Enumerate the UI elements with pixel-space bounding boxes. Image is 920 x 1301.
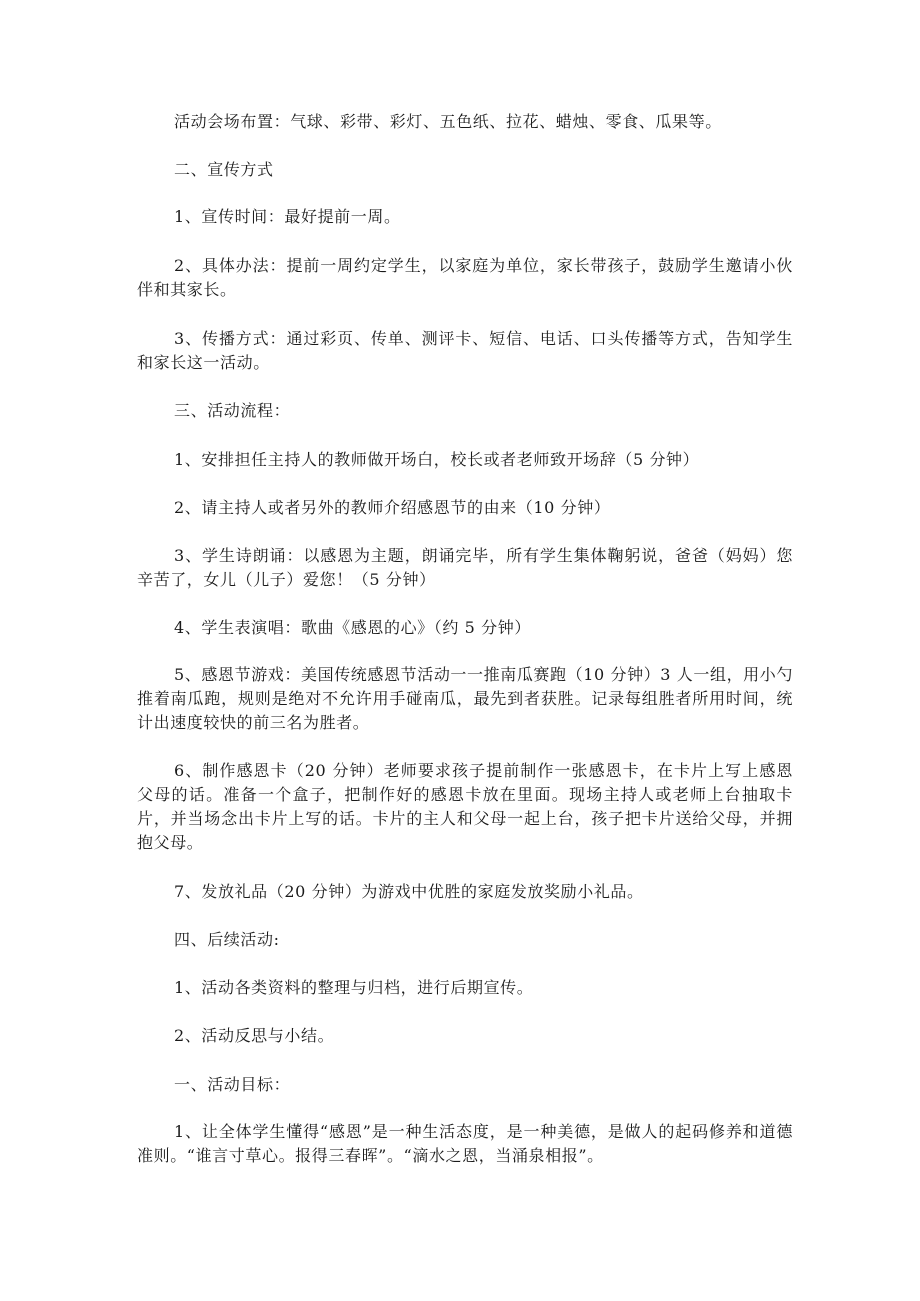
heading-activity-flow: 三、活动流程： — [174, 401, 291, 420]
heading-activity-goals: 一、活动目标： — [174, 1075, 291, 1094]
paragraph-flow-step-1: 1、安排担任主持人的教师做开场白，校长或者老师致开场辞（5 分钟） — [174, 450, 700, 469]
heading-publicity: 二、宣传方式 — [174, 160, 274, 179]
paragraph-follow-up-1: 1、活动各类资料的整理与归档，进行后期宣传。 — [174, 978, 534, 997]
paragraph-publicity-time: 1、宣传时间：最好提前一周。 — [174, 207, 401, 226]
paragraph-flow-step-6: 6、制作感恩卡（20 分钟）老师要求孩子提前制作一张感恩卡，在卡片上写上感恩父母的话。准备一个盒子，把制作好的感恩卡放在里面。现场主持人或老师上台抽取卡片，并当场念出卡片上写的话。卡片的主人和父母一起上台，孩子把卡片送给父母，并拥抱父母。 — [137, 761, 793, 852]
paragraph-publicity-method: 2、具体办法：提前一周约定学生，以家庭为单位，家长带孩子，鼓励学生邀请小伙伴和其家长。 — [137, 256, 793, 299]
paragraph-flow-step-7: 7、发放礼品（20 分钟）为游戏中优胜的家庭发放奖励小礼品。 — [174, 882, 644, 901]
paragraph-follow-up-2: 2、活动反思与小结。 — [174, 1026, 335, 1045]
heading-follow-up: 四、后续活动: — [174, 930, 280, 949]
paragraph-spread-method: 3、传播方式：通过彩页、传单、测评卡、短信、电话、口头传播等方式，告知学生和家长这一活动。 — [137, 329, 793, 372]
paragraph-flow-step-4: 4、学生表演唱：歌曲《感恩的心》（约 5 分钟） — [174, 618, 531, 637]
paragraph-flow-step-5: 5、感恩节游戏：美国传统感恩节活动一一推南瓜赛跑（10 分钟）3 人一组，用小勺推着南瓜跑，规则是绝对不允许用手碰南瓜，最先到者获胜。记录每组胜者所用时间，统计出速度较快的前三名为胜者。 — [137, 665, 793, 732]
paragraph-venue-setup: 活动会场布置：气球、彩带、彩灯、五色纸、拉花、蜡烛、零食、瓜果等。 — [174, 112, 722, 131]
paragraph-flow-step-3: 3、学生诗朗诵：以感恩为主题，朗诵完毕，所有学生集体鞠躬说，爸爸（妈妈）您辛苦了，女儿（儿子）爱您！（5 分钟） — [137, 546, 793, 589]
paragraph-goal-1: 1、让全体学生懂得“感恩”是一种生活态度，是一种美德，是做人的起码修养和道德准则。“谁言寸草心。报得三春晖”。“滴水之恩，当涌泉相报”。 — [137, 1122, 793, 1165]
paragraph-flow-step-2: 2、请主持人或者另外的教师介绍感恩节的由来（10 分钟） — [174, 498, 611, 517]
